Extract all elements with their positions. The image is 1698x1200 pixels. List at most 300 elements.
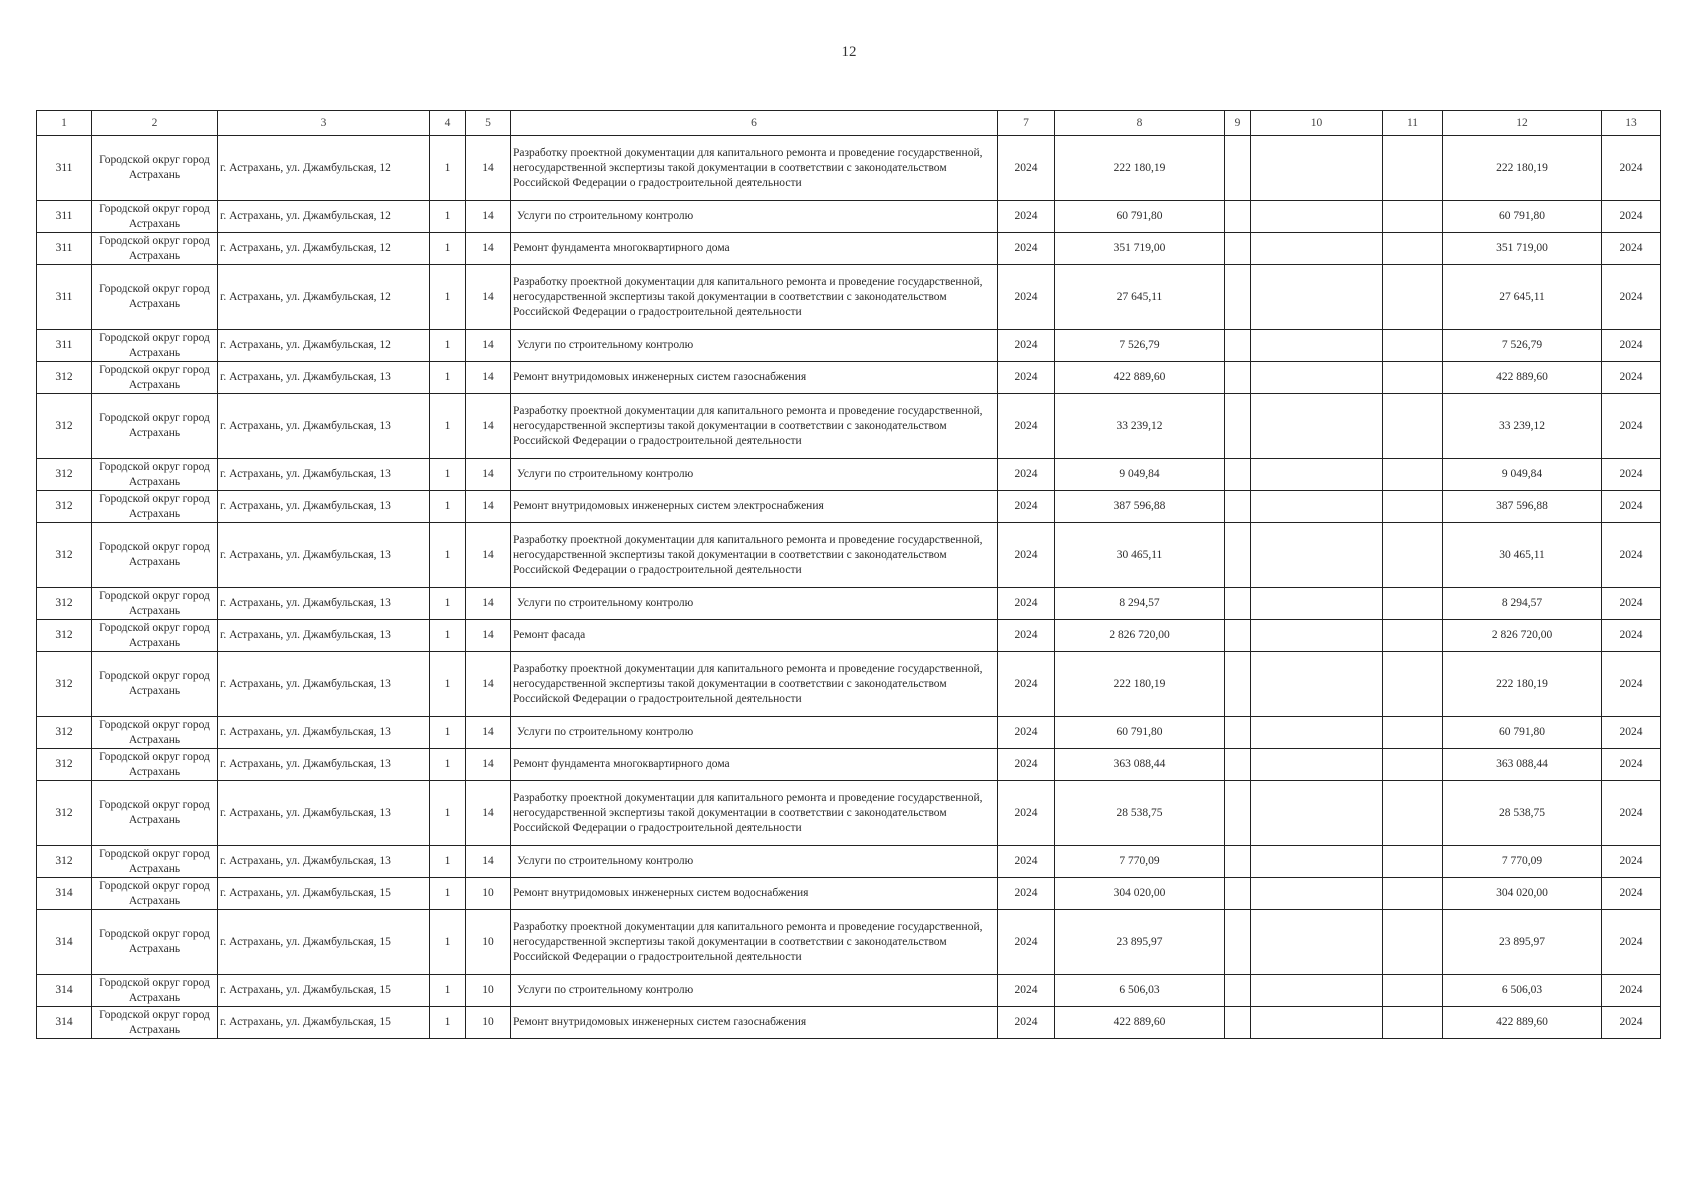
column-10-cell — [1251, 233, 1383, 265]
address-cell: г. Астрахань, ул. Джамбульская, 13 — [218, 362, 430, 394]
year-cell: 2024 — [998, 233, 1055, 265]
cost-cell: 27 645,11 — [1055, 265, 1225, 330]
column-header: 3 — [218, 111, 430, 136]
column-9-cell — [1225, 330, 1251, 362]
address-cell: г. Астрахань, ул. Джамбульская, 13 — [218, 749, 430, 781]
column-5-cell: 14 — [466, 491, 511, 523]
completion-year-cell: 2024 — [1602, 878, 1661, 910]
row-number-cell: 312 — [37, 523, 92, 588]
total-cost-cell: 222 180,19 — [1443, 136, 1602, 201]
column-10-cell — [1251, 265, 1383, 330]
year-cell: 2024 — [998, 362, 1055, 394]
total-cost-cell: 7 526,79 — [1443, 330, 1602, 362]
total-cost-cell: 60 791,80 — [1443, 717, 1602, 749]
address-cell: г. Астрахань, ул. Джамбульская, 15 — [218, 975, 430, 1007]
work-type-cell: Разработку проектной документации для капитального ремонта и проведение государственной, негосударственной экспертизы такой документации в соответствии с законодательством Российской Федерации о градостроительной деятельности — [511, 394, 998, 459]
row-number-cell: 311 — [37, 201, 92, 233]
row-number-cell: 312 — [37, 620, 92, 652]
cost-cell: 60 791,80 — [1055, 717, 1225, 749]
address-cell: г. Астрахань, ул. Джамбульская, 13 — [218, 620, 430, 652]
cost-cell: 363 088,44 — [1055, 749, 1225, 781]
municipality-cell: Городской округ город Астрахань — [92, 846, 218, 878]
column-11-cell — [1383, 330, 1443, 362]
year-cell: 2024 — [998, 1007, 1055, 1039]
municipality-cell: Городской округ город Астрахань — [92, 878, 218, 910]
row-number-cell: 312 — [37, 394, 92, 459]
column-11-cell — [1383, 491, 1443, 523]
address-cell: г. Астрахань, ул. Джамбульская, 12 — [218, 265, 430, 330]
column-4-cell: 1 — [430, 749, 466, 781]
cost-cell: 6 506,03 — [1055, 975, 1225, 1007]
column-header: 5 — [466, 111, 511, 136]
column-header: 2 — [92, 111, 218, 136]
table-row — [37, 491, 1661, 523]
table-row — [37, 652, 1661, 717]
column-11-cell — [1383, 717, 1443, 749]
column-10-cell — [1251, 975, 1383, 1007]
row-number-cell: 312 — [37, 717, 92, 749]
column-header: 1 — [37, 111, 92, 136]
column-9-cell — [1225, 620, 1251, 652]
year-cell: 2024 — [998, 975, 1055, 1007]
cost-cell: 23 895,97 — [1055, 910, 1225, 975]
row-number-cell: 312 — [37, 652, 92, 717]
column-11-cell — [1383, 1007, 1443, 1039]
column-11-cell — [1383, 878, 1443, 910]
year-cell: 2024 — [998, 265, 1055, 330]
completion-year-cell: 2024 — [1602, 362, 1661, 394]
column-9-cell — [1225, 975, 1251, 1007]
municipality-cell: Городской округ город Астрахань — [92, 330, 218, 362]
column-4-cell: 1 — [430, 136, 466, 201]
column-10-cell — [1251, 394, 1383, 459]
column-header: 13 — [1602, 111, 1661, 136]
work-type-cell: Разработку проектной документации для капитального ремонта и проведение государственной, негосударственной экспертизы такой документации в соответствии с законодательством Российской Федерации о градостроительной деятельности — [511, 136, 998, 201]
column-5-cell: 14 — [466, 265, 511, 330]
table-body — [37, 136, 1661, 1039]
cost-cell: 7 526,79 — [1055, 330, 1225, 362]
column-5-cell: 14 — [466, 588, 511, 620]
column-11-cell — [1383, 652, 1443, 717]
total-cost-cell: 6 506,03 — [1443, 975, 1602, 1007]
completion-year-cell: 2024 — [1602, 975, 1661, 1007]
total-cost-cell: 28 538,75 — [1443, 781, 1602, 846]
column-5-cell: 14 — [466, 233, 511, 265]
municipality-cell: Городской округ город Астрахань — [92, 717, 218, 749]
total-cost-cell: 222 180,19 — [1443, 652, 1602, 717]
column-9-cell — [1225, 1007, 1251, 1039]
column-4-cell: 1 — [430, 233, 466, 265]
column-4-cell: 1 — [430, 201, 466, 233]
row-number-cell: 311 — [37, 233, 92, 265]
column-4-cell: 1 — [430, 362, 466, 394]
municipality-cell: Городской округ город Астрахань — [92, 459, 218, 491]
cost-cell: 2 826 720,00 — [1055, 620, 1225, 652]
column-11-cell — [1383, 781, 1443, 846]
column-10-cell — [1251, 717, 1383, 749]
column-5-cell: 14 — [466, 201, 511, 233]
address-cell: г. Астрахань, ул. Джамбульская, 15 — [218, 1007, 430, 1039]
column-4-cell: 1 — [430, 846, 466, 878]
column-9-cell — [1225, 749, 1251, 781]
column-11-cell — [1383, 201, 1443, 233]
column-5-cell: 14 — [466, 846, 511, 878]
municipality-cell: Городской округ город Астрахань — [92, 620, 218, 652]
completion-year-cell: 2024 — [1602, 749, 1661, 781]
cost-cell: 33 239,12 — [1055, 394, 1225, 459]
municipality-cell: Городской округ город Астрахань — [92, 749, 218, 781]
table-row — [37, 330, 1661, 362]
work-type-cell: Услуги по строительному контролю — [511, 201, 998, 233]
year-cell: 2024 — [998, 201, 1055, 233]
column-11-cell — [1383, 265, 1443, 330]
cost-cell: 60 791,80 — [1055, 201, 1225, 233]
year-cell: 2024 — [998, 652, 1055, 717]
column-9-cell — [1225, 265, 1251, 330]
address-cell: г. Астрахань, ул. Джамбульская, 15 — [218, 910, 430, 975]
column-9-cell — [1225, 846, 1251, 878]
table-row — [37, 265, 1661, 330]
address-cell: г. Астрахань, ул. Джамбульская, 13 — [218, 491, 430, 523]
total-cost-cell: 33 239,12 — [1443, 394, 1602, 459]
completion-year-cell: 2024 — [1602, 233, 1661, 265]
column-5-cell: 14 — [466, 781, 511, 846]
column-11-cell — [1383, 523, 1443, 588]
total-cost-cell: 30 465,11 — [1443, 523, 1602, 588]
year-cell: 2024 — [998, 781, 1055, 846]
column-10-cell — [1251, 459, 1383, 491]
table-row — [37, 781, 1661, 846]
completion-year-cell: 2024 — [1602, 330, 1661, 362]
row-number-cell: 314 — [37, 910, 92, 975]
table-row — [37, 459, 1661, 491]
table-row — [37, 975, 1661, 1007]
work-type-cell: Ремонт фасада — [511, 620, 998, 652]
column-header: 6 — [511, 111, 998, 136]
municipality-cell: Городской округ город Астрахань — [92, 201, 218, 233]
cost-cell: 8 294,57 — [1055, 588, 1225, 620]
work-type-cell: Ремонт внутридомовых инженерных систем электроснабжения — [511, 491, 998, 523]
municipality-cell: Городской округ город Астрахань — [92, 265, 218, 330]
column-10-cell — [1251, 588, 1383, 620]
column-5-cell: 14 — [466, 362, 511, 394]
column-4-cell: 1 — [430, 975, 466, 1007]
column-4-cell: 1 — [430, 588, 466, 620]
column-10-cell — [1251, 846, 1383, 878]
municipality-cell: Городской округ город Астрахань — [92, 588, 218, 620]
year-cell: 2024 — [998, 523, 1055, 588]
column-4-cell: 1 — [430, 330, 466, 362]
address-cell: г. Астрахань, ул. Джамбульская, 13 — [218, 781, 430, 846]
column-10-cell — [1251, 620, 1383, 652]
cost-cell: 387 596,88 — [1055, 491, 1225, 523]
completion-year-cell: 2024 — [1602, 136, 1661, 201]
total-cost-cell: 422 889,60 — [1443, 1007, 1602, 1039]
column-10-cell — [1251, 910, 1383, 975]
year-cell: 2024 — [998, 136, 1055, 201]
address-cell: г. Астрахань, ул. Джамбульская, 12 — [218, 330, 430, 362]
year-cell: 2024 — [998, 330, 1055, 362]
page-number: 12 — [841, 44, 857, 60]
column-5-cell: 14 — [466, 749, 511, 781]
column-4-cell: 1 — [430, 265, 466, 330]
table-row — [37, 878, 1661, 910]
work-type-cell: Разработку проектной документации для капитального ремонта и проведение государственной, негосударственной экспертизы такой документации в соответствии с законодательством Российской Федерации о градостроительной деятельности — [511, 265, 998, 330]
column-10-cell — [1251, 362, 1383, 394]
total-cost-cell: 23 895,97 — [1443, 910, 1602, 975]
column-9-cell — [1225, 394, 1251, 459]
address-cell: г. Астрахань, ул. Джамбульская, 15 — [218, 878, 430, 910]
address-cell: г. Астрахань, ул. Джамбульская, 13 — [218, 652, 430, 717]
cost-cell: 422 889,60 — [1055, 362, 1225, 394]
row-number-cell: 312 — [37, 781, 92, 846]
year-cell: 2024 — [998, 749, 1055, 781]
column-4-cell: 1 — [430, 1007, 466, 1039]
column-11-cell — [1383, 846, 1443, 878]
cost-cell: 30 465,11 — [1055, 523, 1225, 588]
completion-year-cell: 2024 — [1602, 1007, 1661, 1039]
work-type-cell: Услуги по строительному контролю — [511, 588, 998, 620]
address-cell: г. Астрахань, ул. Джамбульская, 13 — [218, 523, 430, 588]
column-9-cell — [1225, 136, 1251, 201]
table-row — [37, 201, 1661, 233]
column-10-cell — [1251, 781, 1383, 846]
cost-cell: 7 770,09 — [1055, 846, 1225, 878]
municipality-cell: Городской округ город Астрахань — [92, 362, 218, 394]
column-9-cell — [1225, 652, 1251, 717]
column-9-cell — [1225, 910, 1251, 975]
address-cell: г. Астрахань, ул. Джамбульская, 13 — [218, 459, 430, 491]
column-4-cell: 1 — [430, 491, 466, 523]
work-type-cell: Услуги по строительному контролю — [511, 459, 998, 491]
column-9-cell — [1225, 717, 1251, 749]
address-cell: г. Астрахань, ул. Джамбульская, 13 — [218, 394, 430, 459]
column-number-row — [37, 111, 1661, 136]
year-cell: 2024 — [998, 878, 1055, 910]
column-5-cell: 14 — [466, 394, 511, 459]
row-number-cell: 312 — [37, 749, 92, 781]
work-type-cell: Ремонт фундамента многоквартирного дома — [511, 749, 998, 781]
column-11-cell — [1383, 620, 1443, 652]
row-number-cell: 312 — [37, 588, 92, 620]
year-cell: 2024 — [998, 717, 1055, 749]
table-row — [37, 1007, 1661, 1039]
column-11-cell — [1383, 459, 1443, 491]
work-type-cell: Ремонт внутридомовых инженерных систем водоснабжения — [511, 878, 998, 910]
year-cell: 2024 — [998, 491, 1055, 523]
municipality-cell: Городской округ город Астрахань — [92, 652, 218, 717]
column-4-cell: 1 — [430, 717, 466, 749]
repair-plan-table — [36, 110, 1661, 1039]
column-9-cell — [1225, 491, 1251, 523]
column-header: 7 — [998, 111, 1055, 136]
work-type-cell: Ремонт фундамента многоквартирного дома — [511, 233, 998, 265]
total-cost-cell: 9 049,84 — [1443, 459, 1602, 491]
table-row — [37, 233, 1661, 265]
completion-year-cell: 2024 — [1602, 394, 1661, 459]
total-cost-cell: 8 294,57 — [1443, 588, 1602, 620]
column-5-cell: 14 — [466, 330, 511, 362]
column-11-cell — [1383, 362, 1443, 394]
column-10-cell — [1251, 523, 1383, 588]
column-header: 8 — [1055, 111, 1225, 136]
column-11-cell — [1383, 910, 1443, 975]
row-number-cell: 312 — [37, 459, 92, 491]
address-cell: г. Астрахань, ул. Джамбульская, 12 — [218, 233, 430, 265]
address-cell: г. Астрахань, ул. Джамбульская, 13 — [218, 717, 430, 749]
table-row — [37, 394, 1661, 459]
municipality-cell: Городской округ город Астрахань — [92, 1007, 218, 1039]
column-header: 10 — [1251, 111, 1383, 136]
column-11-cell — [1383, 588, 1443, 620]
column-10-cell — [1251, 749, 1383, 781]
column-header: 11 — [1383, 111, 1443, 136]
table-row — [37, 717, 1661, 749]
column-11-cell — [1383, 394, 1443, 459]
cost-cell: 222 180,19 — [1055, 136, 1225, 201]
address-cell: г. Астрахань, ул. Джамбульская, 13 — [218, 588, 430, 620]
year-cell: 2024 — [998, 588, 1055, 620]
municipality-cell: Городской округ город Астрахань — [92, 394, 218, 459]
column-4-cell: 1 — [430, 781, 466, 846]
work-type-cell: Разработку проектной документации для капитального ремонта и проведение государственной, негосударственной экспертизы такой документации в соответствии с законодательством Российской Федерации о градостроительной деятельности — [511, 910, 998, 975]
table-row — [37, 749, 1661, 781]
work-type-cell: Услуги по строительному контролю — [511, 717, 998, 749]
table-row — [37, 362, 1661, 394]
completion-year-cell: 2024 — [1602, 846, 1661, 878]
cost-cell: 351 719,00 — [1055, 233, 1225, 265]
column-4-cell: 1 — [430, 652, 466, 717]
column-5-cell: 10 — [466, 878, 511, 910]
column-9-cell — [1225, 459, 1251, 491]
row-number-cell: 312 — [37, 362, 92, 394]
total-cost-cell: 27 645,11 — [1443, 265, 1602, 330]
cost-cell: 28 538,75 — [1055, 781, 1225, 846]
row-number-cell: 312 — [37, 846, 92, 878]
cost-cell: 9 049,84 — [1055, 459, 1225, 491]
row-number-cell: 314 — [37, 878, 92, 910]
table-row — [37, 910, 1661, 975]
completion-year-cell: 2024 — [1602, 620, 1661, 652]
completion-year-cell: 2024 — [1602, 652, 1661, 717]
column-10-cell — [1251, 652, 1383, 717]
column-9-cell — [1225, 201, 1251, 233]
total-cost-cell: 7 770,09 — [1443, 846, 1602, 878]
column-5-cell: 14 — [466, 620, 511, 652]
row-number-cell: 311 — [37, 330, 92, 362]
total-cost-cell: 363 088,44 — [1443, 749, 1602, 781]
total-cost-cell: 351 719,00 — [1443, 233, 1602, 265]
column-9-cell — [1225, 523, 1251, 588]
table-row — [37, 846, 1661, 878]
year-cell: 2024 — [998, 459, 1055, 491]
column-9-cell — [1225, 781, 1251, 846]
row-number-cell: 314 — [37, 1007, 92, 1039]
work-type-cell: Услуги по строительному контролю — [511, 330, 998, 362]
municipality-cell: Городской округ город Астрахань — [92, 491, 218, 523]
completion-year-cell: 2024 — [1602, 491, 1661, 523]
completion-year-cell: 2024 — [1602, 588, 1661, 620]
total-cost-cell: 60 791,80 — [1443, 201, 1602, 233]
column-header: 4 — [430, 111, 466, 136]
column-9-cell — [1225, 878, 1251, 910]
column-5-cell: 14 — [466, 717, 511, 749]
row-number-cell: 311 — [37, 265, 92, 330]
completion-year-cell: 2024 — [1602, 201, 1661, 233]
total-cost-cell: 422 889,60 — [1443, 362, 1602, 394]
completion-year-cell: 2024 — [1602, 265, 1661, 330]
column-header: 9 — [1225, 111, 1251, 136]
completion-year-cell: 2024 — [1602, 781, 1661, 846]
municipality-cell: Городской округ город Астрахань — [92, 233, 218, 265]
municipality-cell: Городской округ город Астрахань — [92, 523, 218, 588]
year-cell: 2024 — [998, 620, 1055, 652]
cost-cell: 422 889,60 — [1055, 1007, 1225, 1039]
row-number-cell: 312 — [37, 491, 92, 523]
column-9-cell — [1225, 588, 1251, 620]
column-header: 12 — [1443, 111, 1602, 136]
table-row — [37, 523, 1661, 588]
column-5-cell: 10 — [466, 910, 511, 975]
year-cell: 2024 — [998, 394, 1055, 459]
municipality-cell: Городской округ город Астрахань — [92, 781, 218, 846]
column-5-cell: 14 — [466, 652, 511, 717]
column-11-cell — [1383, 233, 1443, 265]
work-type-cell: Разработку проектной документации для капитального ремонта и проведение государственной, негосударственной экспертизы такой документации в соответствии с законодательством Российской Федерации о градостроительной деятельности — [511, 523, 998, 588]
column-5-cell: 14 — [466, 459, 511, 491]
column-9-cell — [1225, 233, 1251, 265]
work-type-cell: Ремонт внутридомовых инженерных систем газоснабжения — [511, 362, 998, 394]
column-5-cell: 10 — [466, 975, 511, 1007]
row-number-cell: 314 — [37, 975, 92, 1007]
column-4-cell: 1 — [430, 459, 466, 491]
work-type-cell: Разработку проектной документации для капитального ремонта и проведение государственной, негосударственной экспертизы такой документации в соответствии с законодательством Российской Федерации о градостроительной деятельности — [511, 781, 998, 846]
column-4-cell: 1 — [430, 394, 466, 459]
address-cell: г. Астрахань, ул. Джамбульская, 13 — [218, 846, 430, 878]
total-cost-cell: 304 020,00 — [1443, 878, 1602, 910]
work-type-cell: Ремонт внутридомовых инженерных систем газоснабжения — [511, 1007, 998, 1039]
table-row — [37, 136, 1661, 201]
completion-year-cell: 2024 — [1602, 717, 1661, 749]
column-4-cell: 1 — [430, 878, 466, 910]
column-4-cell: 1 — [430, 620, 466, 652]
column-11-cell — [1383, 975, 1443, 1007]
column-4-cell: 1 — [430, 523, 466, 588]
year-cell: 2024 — [998, 846, 1055, 878]
column-10-cell — [1251, 878, 1383, 910]
table-row — [37, 588, 1661, 620]
column-10-cell — [1251, 1007, 1383, 1039]
address-cell: г. Астрахань, ул. Джамбульская, 12 — [218, 201, 430, 233]
column-10-cell — [1251, 136, 1383, 201]
cost-cell: 304 020,00 — [1055, 878, 1225, 910]
row-number-cell: 311 — [37, 136, 92, 201]
column-10-cell — [1251, 330, 1383, 362]
municipality-cell: Городской округ город Астрахань — [92, 910, 218, 975]
column-10-cell — [1251, 491, 1383, 523]
cost-cell: 222 180,19 — [1055, 652, 1225, 717]
column-5-cell: 14 — [466, 136, 511, 201]
total-cost-cell: 2 826 720,00 — [1443, 620, 1602, 652]
table-row — [37, 620, 1661, 652]
completion-year-cell: 2024 — [1602, 459, 1661, 491]
column-5-cell: 14 — [466, 523, 511, 588]
work-type-cell: Разработку проектной документации для капитального ремонта и проведение государственной, негосударственной экспертизы такой документации в соответствии с законодательством Российской Федерации о градостроительной деятельности — [511, 652, 998, 717]
year-cell: 2024 — [998, 910, 1055, 975]
column-9-cell — [1225, 362, 1251, 394]
completion-year-cell: 2024 — [1602, 523, 1661, 588]
work-type-cell: Услуги по строительному контролю — [511, 846, 998, 878]
